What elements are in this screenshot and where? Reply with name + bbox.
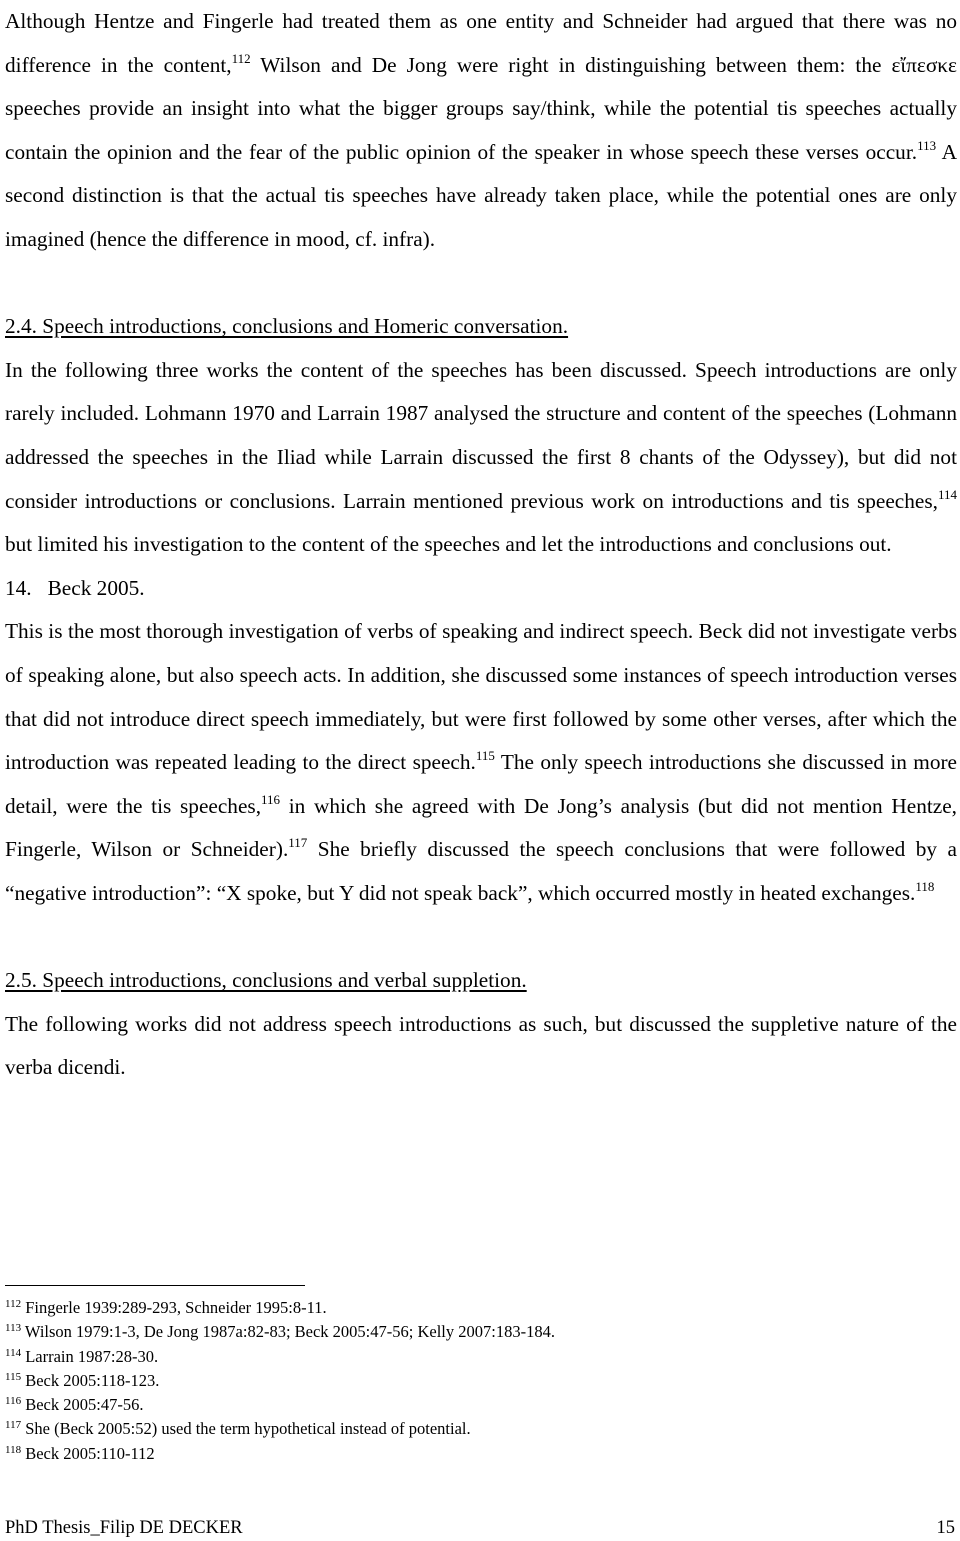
section-heading-2-5: 2.5. Speech introductions, conclusions and verbal suppletion. [5,968,527,993]
footer-author: PhD Thesis_Filip DE DECKER [5,1518,243,1538]
section-heading-2-4: 2.4. Speech introductions, conclusions and Homeric conversation. [5,314,569,339]
footnote-ref-117[interactable]: 117 [288,835,308,851]
paragraph-text: Although Hentze and Fingerle had treated them as one entity and Schneider had argued that there was no difference in the content, [5,9,957,77]
footnote-ref-113[interactable]: 113 [917,137,937,153]
footnote-114 [5,1345,955,1369]
footnote-number: 112 [5,1298,22,1310]
footnote-text: Beck 2005:118-123. [21,1370,160,1390]
footnote-number: 115 [5,1370,22,1383]
paragraph-text: in which she agreed with De Jong’s analysis (but did not mention Hentze, Fingerle, Wilson or Schneider). [5,793,957,862]
footnote-text: Beck 2005:110-112 [21,1443,155,1463]
paragraph-text: but limited his investigation to the content of the speeches and let the introductions and conclusions out. [5,532,892,557]
footnote-ref-114[interactable]: 114 [937,486,957,502]
footnote-118 [5,1442,955,1466]
footnote-ref-112[interactable]: 112 [231,50,251,66]
paragraph-speech-content [5,349,957,567]
footnote-ref-116[interactable]: 116 [261,791,281,807]
footnote-117 [5,1417,955,1441]
footnote-112 [5,1296,955,1320]
paragraph-verbal-suppletion: The following works did not address speech introductions as such, but discussed the suppletive nature of the verba dicendi. [5,1011,957,1080]
paragraph-text: In the following three works the content of the speeches has been discussed. Speech introductions are only rarely included. Lohmann 1970 and Larrain 1987 analysed the structure and content of the speeches (Lohmann addressed the speeches in the Iliad while Larrain discussed the first 8 chants of the Odyssey), but did not consider introductions or conclusions. Larrain mentioned previous work on introductions and tis speeches, [5,357,957,513]
paragraph-text: This is the most thorough investigation of verbs of speaking and indirect speech. Beck did not investigate verbs of speaking alone, but also speech acts. In addition, she discussed some instances of speech introduction verses that did not introduce direct speech immediately, but were first followed by some other verses, after which the introduction was repeated leading to the direct speech. [5,619,957,775]
footnote-number: 113 [5,1322,22,1335]
paragraph-text: The only speech introductions she discussed in more detail, were the tis speeches, [5,750,958,818]
footnote-ref-118[interactable]: 118 [915,878,935,894]
footnote-text: Wilson 1979:1-3, De Jong 1987a:82-83; Beck 2005:47-56; Kelly 2007:183-184. [21,1322,555,1342]
paragraph-text: Wilson and De Jong were right in distinguishing between them: the εἴπεσκε speeches provide an insight into what the bigger groups say/think, while the potential tis speeches actually contain the opinion and the fear of the public opinion of the speaker in whose speech these verses occur. [5,52,957,164]
footnote-number: 114 [5,1346,22,1359]
paragraph-beck [5,610,957,915]
footnote-115 [5,1369,955,1393]
footnote-text: Fingerle 1939:289-293, Schneider 1995:8-11. [21,1298,327,1317]
page-body [5,0,957,1090]
footnote-text: She (Beck 2005:52) used the term hypothetical instead of potential. [21,1419,471,1439]
footnote-number: 117 [5,1419,22,1432]
paragraph-tis-speeches [5,0,957,262]
spacer [5,262,957,306]
footnote-text: Larrain 1987:28-30. [21,1346,159,1366]
list-item-beck-2005: 14. Beck 2005. [5,575,145,600]
footnote-separator [5,1285,305,1286]
footnote-number: 118 [5,1443,22,1456]
footnote-116 [5,1393,955,1417]
footnotes [5,1296,955,1466]
page-number: 15 [936,1518,955,1538]
footnote-ref-115[interactable]: 115 [475,748,495,764]
footnote-number: 116 [5,1395,22,1408]
paragraph-text: She briefly discussed the speech conclusions that were followed by a “negative introduction”: “X spoke, but Y did not speak back”, which occurred mostly in heated exchanges. [5,837,957,905]
spacer [5,915,957,959]
footnote-113 [5,1320,955,1344]
footnote-text: Beck 2005:47-56. [21,1395,144,1415]
paragraph-text: A second distinction is that the actual tis speeches have already taken place, while the potential ones are only imagined (hence the difference in mood, cf. infra). [5,139,957,251]
